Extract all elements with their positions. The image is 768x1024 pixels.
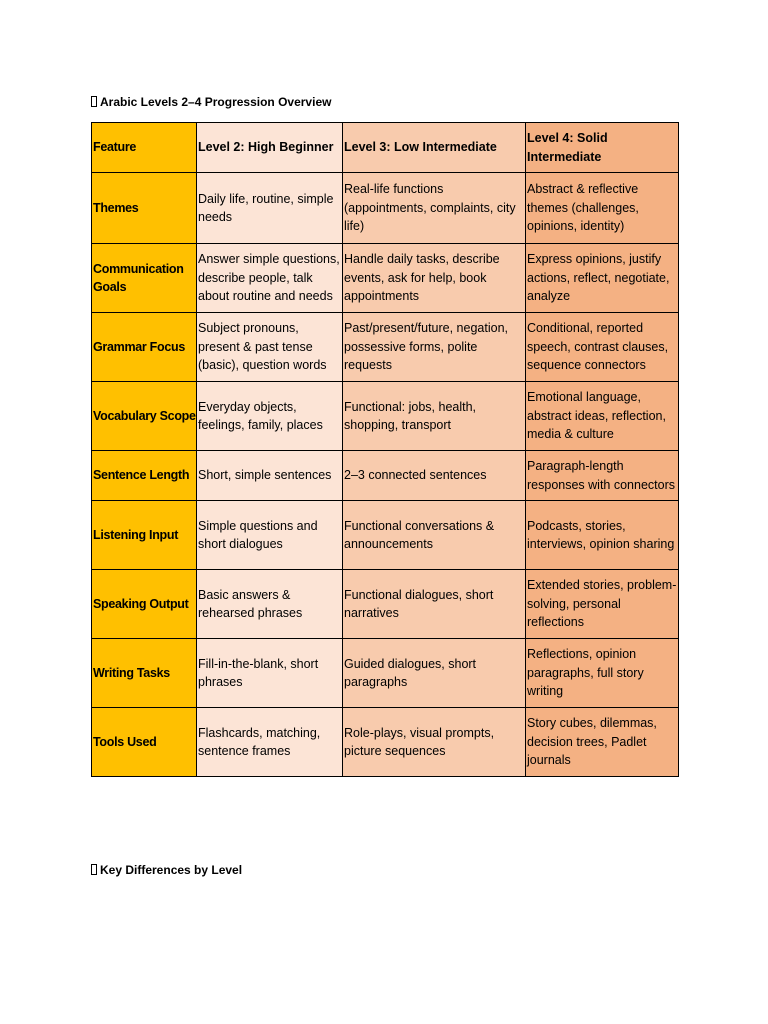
level-4-cell: Emotional language, abstract ideas, reflection, media & culture xyxy=(526,382,679,451)
level-4-cell: Abstract & reflective themes (challenges, opinions, identity) xyxy=(526,173,679,244)
table-header-row xyxy=(92,123,679,173)
table-row xyxy=(92,451,679,501)
feature-cell: Writing Tasks xyxy=(92,639,197,708)
missing-glyph-box-icon xyxy=(91,864,97,875)
feature-cell: Tools Used xyxy=(92,708,197,777)
level-3-cell: Guided dialogues, short paragraphs xyxy=(343,639,526,708)
level-3-cell: Handle daily tasks, describe events, ask for help, book appointments xyxy=(343,244,526,313)
level-2-cell: Short, simple sentences xyxy=(197,451,343,501)
level-4-cell: Podcasts, stories, interviews, opinion sharing xyxy=(526,501,679,570)
feature-cell: Sentence Length xyxy=(92,451,197,501)
table-row xyxy=(92,570,679,639)
level-2-cell: Fill-in-the-blank, short phrases xyxy=(197,639,343,708)
progression-table xyxy=(91,122,679,777)
feature-cell: Grammar Focus xyxy=(92,313,197,382)
level-3-cell: Functional: jobs, health, shopping, transport xyxy=(343,382,526,451)
level-4-cell: Extended stories, problem-solving, personal reflections xyxy=(526,570,679,639)
table-row xyxy=(92,382,679,451)
level-2-cell: Basic answers & rehearsed phrases xyxy=(197,570,343,639)
level-2-cell: Daily life, routine, simple needs xyxy=(197,173,343,244)
table-row xyxy=(92,313,679,382)
section-heading-progression-overview xyxy=(91,94,331,110)
section-heading-text: Arabic Levels 2–4 Progression Overview xyxy=(100,95,332,109)
table-row xyxy=(92,708,679,777)
level-3-cell: Past/present/future, negation, possessive forms, polite requests xyxy=(343,313,526,382)
feature-cell: Speaking Output xyxy=(92,570,197,639)
feature-cell: Listening Input xyxy=(92,501,197,570)
feature-cell: Themes xyxy=(92,173,197,244)
header-cell: Level 4: Solid Intermediate xyxy=(526,123,679,173)
header-cell: Level 2: High Beginner xyxy=(197,123,343,173)
header-cell: Level 3: Low Intermediate xyxy=(343,123,526,173)
table-row xyxy=(92,639,679,708)
level-2-cell: Flashcards, matching, sentence frames xyxy=(197,708,343,777)
level-2-cell: Answer simple questions, describe people, talk about routine and needs xyxy=(197,244,343,313)
level-3-cell: Role-plays, visual prompts, picture sequences xyxy=(343,708,526,777)
section-heading-key-differences xyxy=(91,862,242,878)
level-4-cell: Express opinions, justify actions, reflect, negotiate, analyze xyxy=(526,244,679,313)
level-3-cell: Functional dialogues, short narratives xyxy=(343,570,526,639)
table-row xyxy=(92,173,679,244)
level-4-cell: Reflections, opinion paragraphs, full story writing xyxy=(526,639,679,708)
level-4-cell: Paragraph-length responses with connectors xyxy=(526,451,679,501)
level-3-cell: 2–3 connected sentences xyxy=(343,451,526,501)
level-2-cell: Simple questions and short dialogues xyxy=(197,501,343,570)
level-3-cell: Real-life functions (appointments, complaints, city life) xyxy=(343,173,526,244)
header-cell: Feature xyxy=(92,123,197,173)
level-2-cell: Everyday objects, feelings, family, places xyxy=(197,382,343,451)
section-heading-text: Key Differences by Level xyxy=(100,863,243,877)
feature-cell: Communication Goals xyxy=(92,244,197,313)
level-4-cell: Conditional, reported speech, contrast clauses, sequence connectors xyxy=(526,313,679,382)
level-3-cell: Functional conversations & announcements xyxy=(343,501,526,570)
table-row xyxy=(92,501,679,570)
missing-glyph-box-icon xyxy=(91,96,97,107)
level-2-cell: Subject pronouns, present & past tense (basic), question words xyxy=(197,313,343,382)
table-row xyxy=(92,244,679,313)
level-4-cell: Story cubes, dilemmas, decision trees, Padlet journals xyxy=(526,708,679,777)
feature-cell: Vocabulary Scope xyxy=(92,382,197,451)
